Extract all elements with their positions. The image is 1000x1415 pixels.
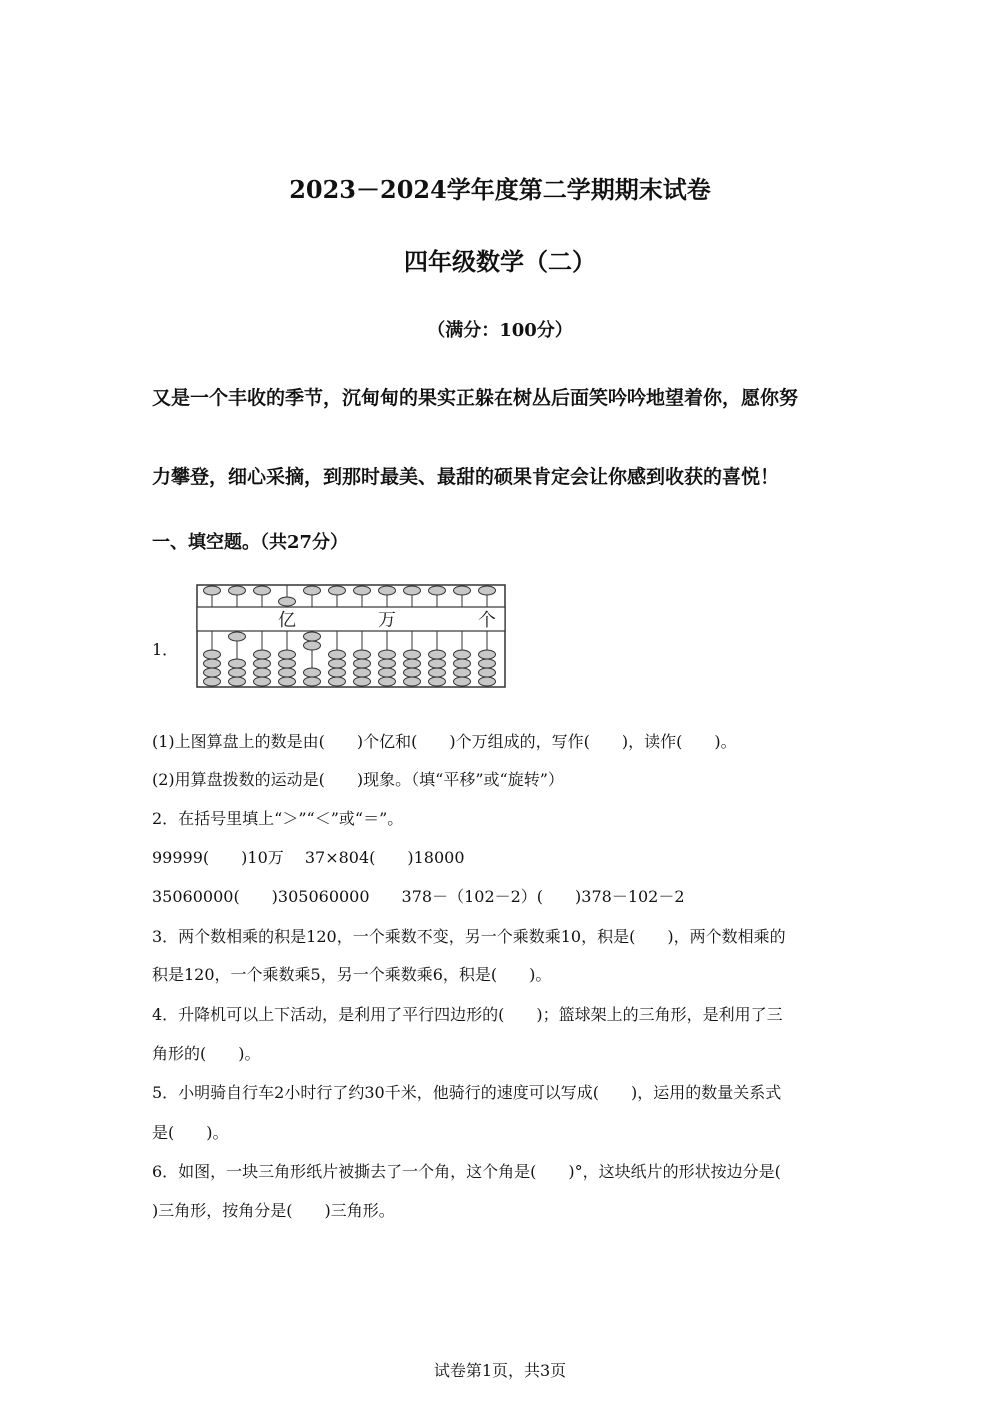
intro-line-2: 力攀登，细心采摘，到那时最美、最甜的硕果肯定会让你感到收获的喜悦！ <box>152 466 780 488</box>
abacus-bead <box>304 677 321 686</box>
abacus-bead <box>479 677 496 686</box>
abacus-bead <box>304 641 321 650</box>
abacus-bead <box>454 650 471 659</box>
abacus-bead <box>454 659 471 668</box>
question-1-number: 1． <box>152 640 179 659</box>
abacus-bead <box>254 659 271 668</box>
abacus-bead <box>304 586 321 595</box>
abacus-bead <box>279 650 296 659</box>
abacus-place-label: 个 <box>478 610 496 631</box>
abacus-bead <box>379 677 396 686</box>
abacus-bead <box>304 668 321 677</box>
question-3-line-1: 3．两个数相乘的积是120，一个乘数不变，另一个乘数乘10，积是( )，两个数相乘的 <box>152 927 786 946</box>
abacus-bead <box>229 677 246 686</box>
abacus-bead <box>279 659 296 668</box>
abacus-bead <box>329 659 346 668</box>
question-2-row-1: 99999( )10万 37×804( )18000 <box>152 848 465 867</box>
abacus-bead <box>229 586 246 595</box>
full-score: （满分：100分） <box>427 320 573 341</box>
abacus-bead <box>204 650 221 659</box>
abacus-bead <box>454 677 471 686</box>
abacus-bead <box>329 586 346 595</box>
question-1-part-2: (2)用算盘拨数的运动是( )现象。（填“平移”或“旋转”） <box>152 770 564 789</box>
abacus-bead <box>429 659 446 668</box>
abacus-bead <box>379 659 396 668</box>
exam-subtitle: 四年级数学（二） <box>404 247 596 276</box>
abacus-bead <box>229 659 246 668</box>
abacus-bead <box>354 668 371 677</box>
abacus-bead <box>479 586 496 595</box>
abacus-place-label: 亿 <box>278 610 296 631</box>
abacus-bead <box>479 650 496 659</box>
abacus-bead <box>229 668 246 677</box>
abacus-bead <box>254 668 271 677</box>
abacus-beam <box>197 607 505 631</box>
abacus-bead <box>429 668 446 677</box>
abacus-bead <box>429 650 446 659</box>
abacus-bead <box>229 632 246 641</box>
abacus-bead <box>429 586 446 595</box>
abacus-bead <box>329 677 346 686</box>
abacus-bead <box>204 659 221 668</box>
abacus-bead <box>454 668 471 677</box>
abacus-bead <box>379 650 396 659</box>
abacus-bead <box>404 586 421 595</box>
abacus-bead <box>329 650 346 659</box>
abacus-bead <box>304 632 321 641</box>
abacus-bead <box>279 668 296 677</box>
abacus-bead <box>204 668 221 677</box>
abacus-bead <box>354 586 371 595</box>
abacus-bead <box>254 677 271 686</box>
abacus-bead <box>354 650 371 659</box>
abacus-bead <box>204 677 221 686</box>
abacus-bead <box>404 650 421 659</box>
abacus-bead <box>404 677 421 686</box>
abacus-place-label: 万 <box>378 610 396 631</box>
section-heading: 一、填空题。（共27分） <box>152 532 349 553</box>
abacus-bead <box>329 668 346 677</box>
intro-line-1: 又是一个丰收的季节，沉甸甸的果实正躲在树丛后面笑吟吟地望着你，愿你努 <box>152 387 799 409</box>
question-6-line-2: )三角形，按角分是( )三角形。 <box>152 1201 395 1220</box>
page-footer: 试卷第1页，共3页 <box>433 1361 567 1380</box>
abacus-bead <box>354 659 371 668</box>
question-4-line-2: 角形的( )。 <box>152 1044 261 1063</box>
abacus-bead <box>204 586 221 595</box>
abacus-bead <box>479 659 496 668</box>
question-2-prompt: 2．在括号里填上“＞”“＜”或“＝”。 <box>152 809 404 828</box>
abacus-bead <box>454 586 471 595</box>
abacus-bead <box>404 659 421 668</box>
question-1-part-1: (1)上图算盘上的数是由( )个亿和( )个万组成的，写作( )，读作( )。 <box>152 732 737 751</box>
abacus-bead <box>279 677 296 686</box>
question-6-line-1: 6．如图，一块三角形纸片被撕去了一个角，这个角是( )°，这块纸片的形状按边分是( <box>152 1162 781 1181</box>
abacus-bead <box>254 586 271 595</box>
abacus-bead <box>479 668 496 677</box>
abacus-bead <box>379 586 396 595</box>
abacus-bead <box>354 677 371 686</box>
question-3-line-2: 积是120，一个乘数乘5，另一个乘数乘6，积是( )。 <box>152 965 552 984</box>
abacus-diagram <box>195 583 507 689</box>
question-5-line-2: 是( )。 <box>152 1123 229 1142</box>
question-4-line-1: 4．升降机可以上下活动，是利用了平行四边形的( )；篮球架上的三角形，是利用了三 <box>152 1005 783 1024</box>
question-5-line-1: 5．小明骑自行车2小时行了约30千米，他骑行的速度可以写成( )，运用的数量关系式 <box>152 1083 782 1102</box>
abacus-bead <box>279 597 296 606</box>
question-2-row-2: 35060000( )305060000 378－（102－2）( )378－102－2 <box>152 887 685 906</box>
abacus-bead <box>254 650 271 659</box>
exam-title: 2023－2024学年度第二学期期末试卷 <box>289 175 711 204</box>
abacus-bead <box>404 668 421 677</box>
abacus-bead <box>429 677 446 686</box>
abacus-bead <box>379 668 396 677</box>
